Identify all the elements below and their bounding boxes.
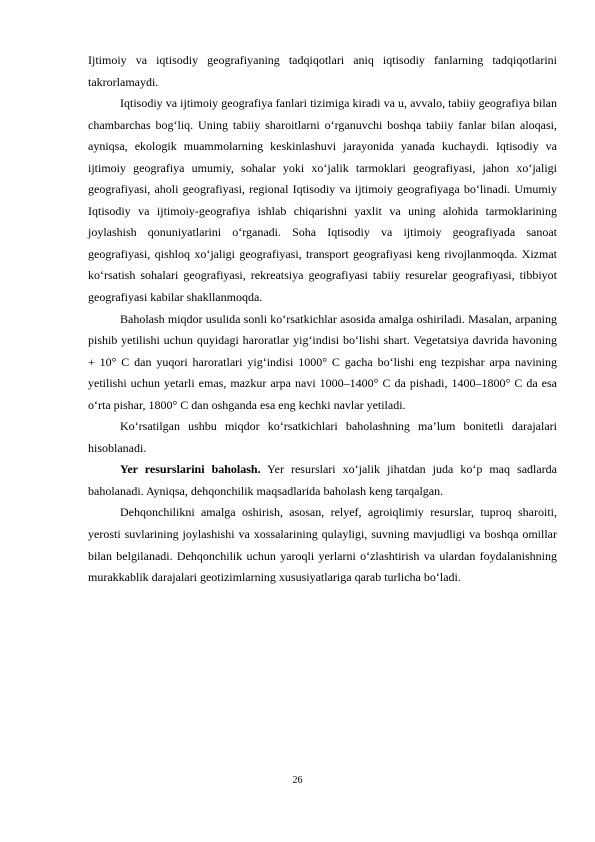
page-number: 26 <box>292 775 303 786</box>
document-page <box>88 50 557 589</box>
paragraph-bonitet-levels: Ko‘rsatilgan ushbu miqdor ko‘rsatkichlari baholashning ma’lum bonitetli darajalari hisoblanadi. <box>88 419 557 455</box>
paragraph-geography-system: Iqtisodiy va ijtimoiy geografiya fanlari tizimiga kiradi va u, avvalo, tabiiy geografiya bilan chambarchas bog‘liq. Uning tabiiy sharoitlarni o‘rganuvchi boshqa tabiiy fanlar bilan aloqasi, ayniqsa, ekologik muammolarning keskinlashuvi jarayonida yanada kuchaydi. Iqtisodiy va ijtimoiy geografiya umumiy, sohalar yoki xo‘jalik tarmoklari geografiyasi, jahon xo‘jaligi geografiyasi, aholi geografiyasi, regional Iqtisodiy va ijtimoiy geografiyaga bo‘linadi. Umumiy Iqtisodiy va ijtimoiy-geografiya ishlab chiqarishni yaxlit va uning alohida tarmoklarining joylashish qonuniyatlarini o‘rganadi. Soha Iqtisodiy va ijtimoiy geografiyada sanoat geografiyasi, qishloq xo‘jaligi geografiyasi, transport geografiyasi keng rivojlanmoqda. Xizmat ko‘rsatish sohalari geografiyasi, rekreatsiya geografiyasi tabiiy resurelar geografiyasi, tibbiyot geografiyasi kabilar shakllanmoqda. <box>88 96 557 305</box>
section-heading-land-resources: Yer resurslarini baholash. <box>120 462 261 477</box>
paragraph-agriculture: Dehqonchilikni amalga oshirish, asosan, relyef, agroiqlimiy resurslar, tuproq sharoiti, yerosti suvlarining joylashishi va xossalarining qulayligi, suvning mavjudligi va boshqa omillar bilan belgilanadi. Dehqonchilik uchun yaroqli yerlarni o‘zlashtirish va ulardan foydalanishning murakkablik darajalari geotizimlarning xususiyatlariga qarab turlicha bo‘ladi. <box>88 505 557 585</box>
paragraph-intro: Ijtimoiy va iqtisodiy geografiyaning tadqiqotlari aniq iqtisodiy fanlarning tadqiqotlarini takrorlamaydi. <box>88 53 557 89</box>
paragraph-assessment-method: Baholash miqdor usulida sonli ko‘rsatkichlar asosida amalga oshiriladi. Masalan, arpaning pishib yetilishi uchun quyidagi haroratlar yig‘indisi bo‘lishi shart. Vegetatsiya davrida havoning + 10° C dan yuqori haroratlari yig‘indisi 1000° C gacha bo‘lishi eng tezpishar arpa navining yetilishi uchun yetarli emas, mazkur arpa navi 1000–1400° C da pishadi, 1400–1800° C da esa o‘rta pishar, 1800° C dan oshganda esa eng kechki navlar yetiladi. <box>88 311 557 412</box>
paragraph-land-resources <box>88 459 557 502</box>
paragraph-land-resources-body: Yer resurslari xo‘jalik jihatdan juda ko‘p maq sadlarda baholanadi. Ayniqsa, dehqonchilik maqsadlarida baholash keng tarqalgan. <box>88 462 557 498</box>
